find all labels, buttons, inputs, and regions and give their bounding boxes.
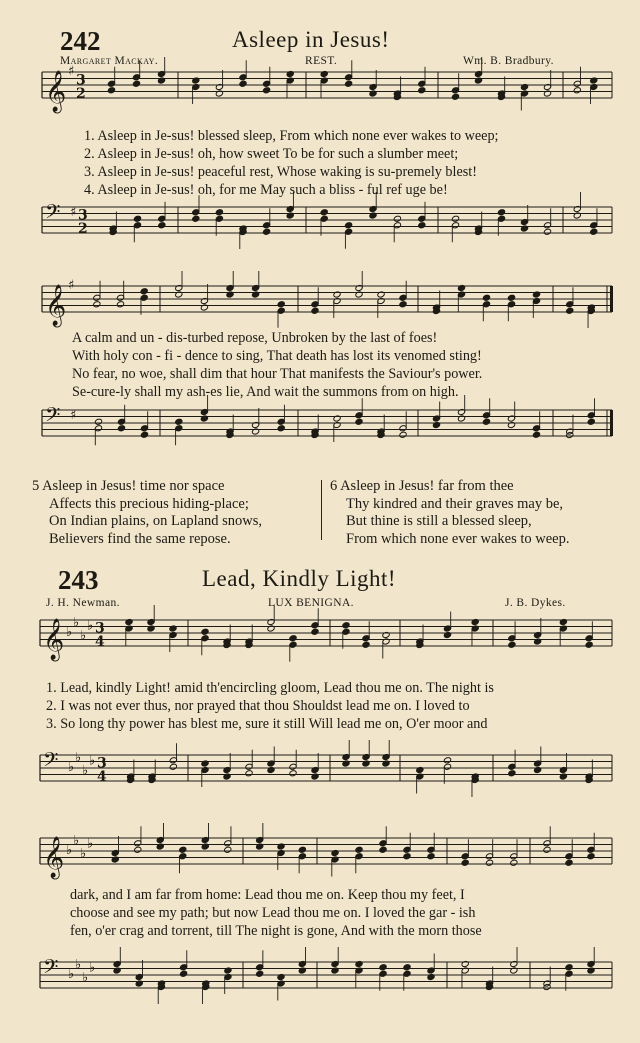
svg-text:𝄢: 𝄢 [45, 403, 61, 431]
stanza-line: 6 Asleep in Jesus! far from thee [330, 478, 514, 494]
verse-line: 2. I was not ever thus, nor prayed that thou Shouldst lead me on. I loved to [46, 698, 470, 714]
svg-text:𝄞: 𝄞 [45, 71, 67, 112]
stanza-line: Affects this precious hiding-place; [49, 495, 249, 512]
svg-text:3: 3 [76, 72, 86, 89]
stanza-6 [330, 478, 569, 548]
hymn-title: Asleep in Jesus! [232, 27, 390, 52]
svg-text:♯: ♯ [68, 278, 75, 293]
verse-lines [84, 127, 499, 199]
stanza-divider [321, 480, 322, 540]
author-credit: J. H. Newman. [46, 597, 120, 609]
verse-lines [70, 886, 482, 940]
svg-text:♭: ♭ [66, 843, 73, 858]
svg-text:4: 4 [97, 769, 107, 785]
svg-text:𝄞: 𝄞 [43, 837, 65, 878]
svg-text:3: 3 [97, 755, 107, 772]
stanza-line: Believers find the same repose. [49, 530, 231, 547]
verse-line: No fear, no woe, shall dim that hour That manifests the Saviour's power. [72, 366, 483, 382]
stanza-line: From which none ever wakes to weep. [346, 530, 570, 547]
svg-text:♯: ♯ [70, 205, 77, 220]
svg-text:𝄞: 𝄞 [43, 619, 65, 660]
svg-text:♭: ♭ [80, 628, 87, 644]
svg-text:♯: ♯ [70, 408, 77, 423]
svg-text:♭: ♭ [82, 763, 89, 779]
svg-text:2: 2 [78, 221, 88, 237]
verse-lines [72, 329, 482, 401]
svg-text:♭: ♭ [73, 833, 80, 849]
svg-text:3: 3 [95, 620, 105, 637]
svg-text:♭: ♭ [66, 625, 73, 640]
svg-text:𝄢: 𝄢 [43, 748, 59, 776]
stanza-line: But thine is still a blessed sleep, [346, 513, 532, 529]
verse-line: A calm and un - dis-turbed repose, Unbroken by the last of foes! [72, 330, 438, 346]
svg-text:♭: ♭ [68, 760, 75, 775]
hymn-title: Lead, Kindly Light! [202, 566, 397, 591]
svg-text:𝄞: 𝄞 [45, 285, 67, 326]
stanza-line: Thy kindred and their graves may be, [346, 495, 564, 512]
svg-text:3: 3 [78, 207, 88, 224]
svg-text:♭: ♭ [82, 970, 89, 986]
svg-text:♭: ♭ [89, 753, 96, 769]
verse-line: 3. So long thy power has blest me, sure it still Will lead me on, O'er moor and [46, 716, 488, 732]
verse-lines [46, 679, 494, 733]
hymn-number: 243 [58, 565, 99, 595]
tune-name: REST. [305, 55, 338, 67]
verse-line: 2. Asleep in Je-sus! oh, how sweet To be for such a slumber meet; [84, 146, 459, 162]
svg-text:♭: ♭ [68, 967, 75, 982]
verse-line: dark, and I am far from home: Lead thou me on. Keep thou my feet, I [70, 887, 465, 903]
verse-line: choose and see my path; but now Lead thou me on. I loved the gar - ish [70, 905, 476, 921]
verse-line: 4. Asleep in Je-sus! oh, for me May such a bliss - ful ref uge be! [84, 182, 448, 198]
svg-text:4: 4 [95, 634, 105, 650]
verse-line: 3. Asleep in Je-sus! peaceful rest, Whose waking is su-premely blest! [84, 164, 477, 180]
verse-line: fen, o'er crag and torrent, till The night is gone, And with the morn those [70, 923, 482, 939]
svg-text:♯: ♯ [68, 64, 75, 79]
stanza-line: On Indian plains, on Lapland snows, [49, 513, 263, 529]
verse-line: 1. Asleep in Je-sus! blessed sleep, From which none ever wakes to weep; [84, 128, 499, 144]
composer-credit: Wm. B. Bradbury. [463, 55, 554, 67]
svg-text:♭: ♭ [87, 836, 94, 852]
svg-text:♭: ♭ [80, 846, 87, 862]
svg-text:𝄢: 𝄢 [45, 200, 61, 228]
stanza-5 [32, 478, 262, 548]
composer-credit: J. B. Dykes. [505, 597, 566, 609]
svg-text:♭: ♭ [73, 615, 80, 631]
svg-text:♭: ♭ [87, 618, 94, 634]
tune-name: LUX BENIGNA. [268, 597, 354, 609]
svg-text:♭: ♭ [75, 750, 82, 766]
hymn-number: 242 [60, 26, 101, 56]
svg-text:𝄢: 𝄢 [43, 955, 59, 983]
svg-text:♭: ♭ [75, 957, 82, 973]
stanza-line: 5 Asleep in Jesus! time nor space [32, 478, 225, 494]
svg-text:♭: ♭ [89, 960, 96, 976]
verse-line: 1. Lead, kindly Light! amid th'encircling gloom, Lead thou me on. The night is [46, 680, 494, 696]
svg-text:2: 2 [76, 86, 86, 102]
verse-line: Se-cure-ly shall my ash-es lie, And wait the summons from on high. [72, 384, 459, 400]
verse-line: With holy con - fi - dence to sing, That death has lost its venomed sting! [72, 348, 482, 364]
author-credit: Margaret Mackay. [60, 55, 159, 67]
